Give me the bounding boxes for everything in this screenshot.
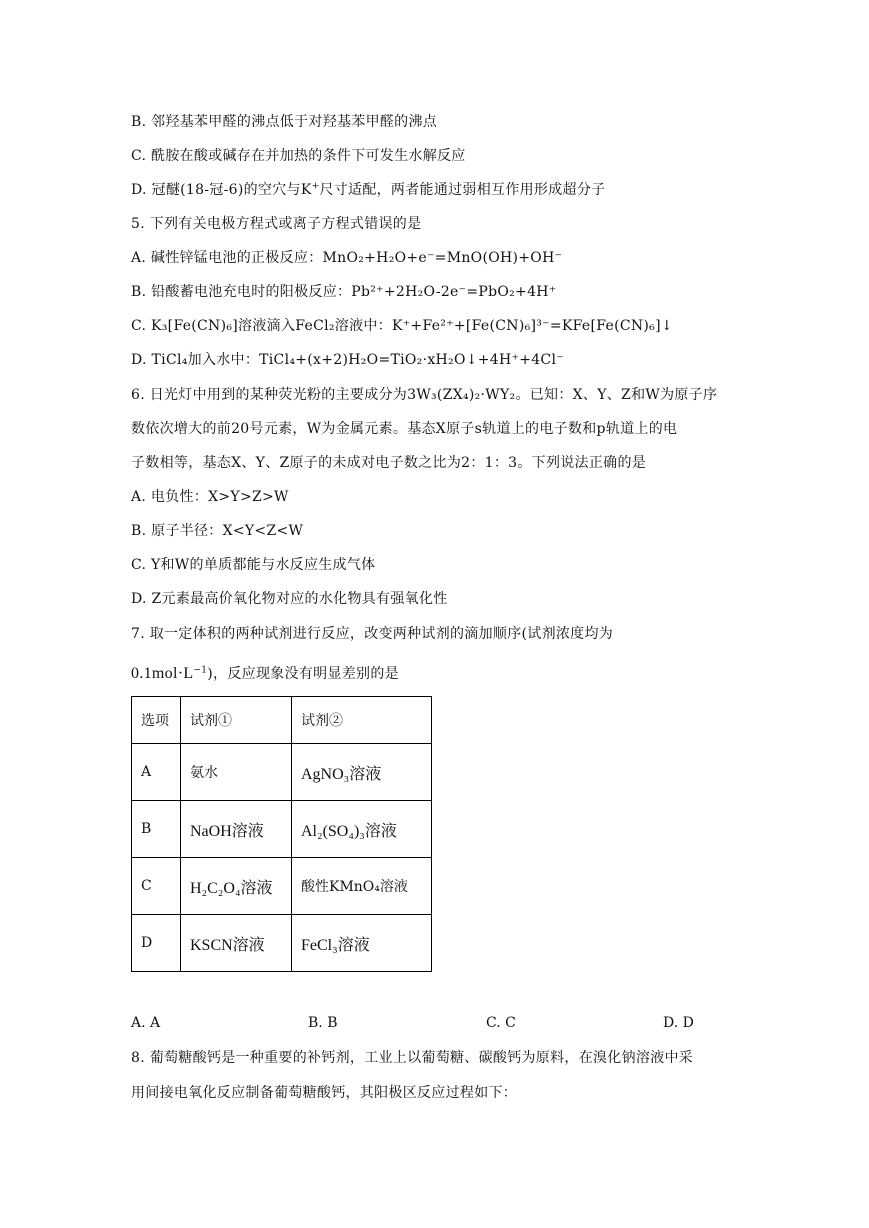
row-option: D — [132, 915, 181, 972]
table-row — [132, 858, 432, 915]
q6-option-a: A. 电负性：X>Y>Z>W — [131, 489, 289, 505]
q7-choice-a: A. A — [131, 1015, 161, 1031]
table-row — [132, 744, 432, 801]
q7-choice-d: D. D — [663, 1015, 694, 1031]
row-reagent-1: NaOH溶液 — [181, 801, 292, 858]
q6-stem-line1: 6. 日光灯中用到的某种荧光粉的主要成分为3W₃(ZX₄)₂·WY₂。已知：X、Y、Z和W为原子序 — [131, 387, 718, 403]
row-option: B — [132, 801, 181, 858]
concentration-value: 0.1mol·L — [131, 665, 194, 682]
q7-stem-line1: 7. 取一定体积的两种试剂进行反应，改变两种试剂的滴加顺序(试剂浓度均为 — [131, 626, 614, 642]
header-reagent-2: 试剂② — [292, 697, 432, 744]
row-reagent-1: H₂C₂O₄溶液 — [181, 858, 292, 915]
row-reagent-1: KSCN溶液 — [181, 915, 292, 972]
q4-option-b: B. 邻羟基苯甲醛的沸点低于对羟基苯甲醛的沸点 — [131, 114, 438, 130]
row-reagent-2: 酸性KMnO₄溶液 — [292, 858, 432, 915]
row-reagent-2: FeCl₃溶液 — [292, 915, 432, 972]
q8-stem-line1: 8. 葡萄糖酸钙是一种重要的补钙剂，工业上以葡萄糖、碳酸钙为原料，在溴化钠溶液中采 — [131, 1050, 694, 1066]
q6-stem-line2: 数依次增大的前20号元素，W为金属元素。基态X原子s轨道上的电子数和p轨道上的电 — [131, 421, 678, 437]
row-reagent-2: AgNO₃溶液 — [292, 744, 432, 801]
q5-option-d: D. TiCl₄加入水中：TiCl₄+(x+2)H₂O=TiO₂·xH₂O↓+4H⁺+4Cl⁻ — [131, 352, 564, 368]
q7-choice-b: B. B — [308, 1015, 338, 1031]
q6-stem-line3: 子数相等，基态X、Y、Z原子的未成对电子数之比为2：1：3。下列说法正确的是 — [131, 455, 647, 471]
q5-option-b: B. 铅酸蓄电池充电时的阳极反应：Pb²⁺+2H₂O-2e⁻=PbO₂+4H⁺ — [131, 284, 557, 300]
reagent-table — [131, 696, 432, 972]
row-reagent-1: 氨水 — [181, 744, 292, 801]
q4-option-c: C. 酰胺在酸或碱存在并加热的条件下可发生水解反应 — [131, 148, 466, 164]
q5-stem: 5. 下列有关电极方程式或离子方程式错误的是 — [131, 216, 422, 232]
row-option: A — [132, 744, 181, 801]
q7-choice-c: C. C — [486, 1015, 516, 1031]
header-option: 选项 — [132, 697, 181, 744]
table-header-row — [132, 697, 432, 744]
q6-option-c: C. Y和W的单质都能与水反应生成气体 — [131, 557, 376, 573]
q8-stem-line2: 用间接电氧化反应制备葡萄糖酸钙，其阳极区反应过程如下： — [131, 1085, 518, 1101]
q5-option-c: C. K₃[Fe(CN)₆]溶液滴入FeCl₂溶液中：K⁺+Fe²⁺+[Fe(CN)₆]³⁻=KFe[Fe(CN)₆]↓ — [131, 318, 673, 334]
table-row — [132, 801, 432, 858]
row-reagent-2: Al₂(SO₄)₃溶液 — [292, 801, 432, 858]
q7-stem-line2: $0.1mol\cdot L^{-1}$)，反应现象没有明显差别的是 — [131, 665, 399, 682]
header-reagent-1: 试剂① — [181, 697, 292, 744]
q6-option-b: B. 原子半径：X<Y<Z<W — [131, 523, 304, 539]
q5-option-a: A. 碱性锌锰电池的正极反应：MnO₂+H₂O+e⁻=MnO(OH)+OH⁻ — [131, 250, 563, 266]
q4-option-d: D. 冠醚(18-冠-6)的空穴与K+尺寸适配，两者能通过弱相互作用形成超分子 — [131, 181, 606, 198]
table-row — [132, 915, 432, 972]
row-option: C — [132, 858, 181, 915]
q6-option-d: D. Z元素最高价氧化物对应的水化物具有强氧化性 — [131, 591, 448, 607]
